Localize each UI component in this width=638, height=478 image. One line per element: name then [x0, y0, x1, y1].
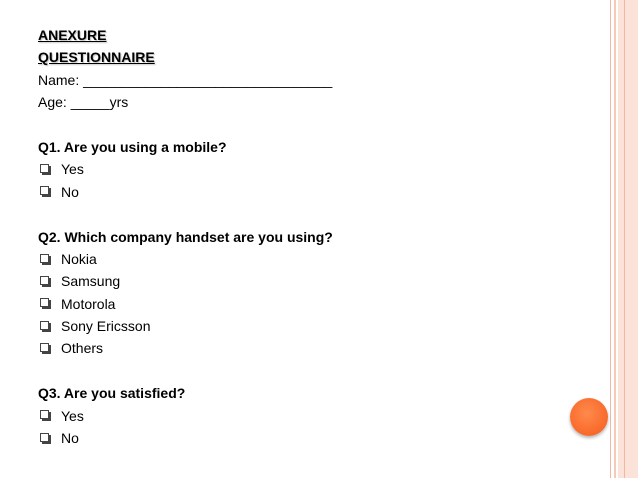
- question-2: Q2. Which company handset are you using?: [38, 228, 333, 245]
- option-label: Sony Ericsson: [61, 318, 151, 335]
- question-3: Q3. Are you satisfied?: [38, 385, 186, 402]
- option-label: No: [61, 183, 79, 200]
- annex-heading: ANEXURE: [38, 27, 107, 43]
- orange-circle-decoration: [570, 398, 608, 436]
- question-1: Q1. Are you using a mobile?: [38, 138, 227, 155]
- decorative-stripe: [624, 0, 625, 478]
- slide-content: [38, 24, 598, 449]
- option-item: [38, 293, 598, 315]
- checkbox-square-icon: [40, 343, 49, 352]
- option-item: [38, 337, 598, 359]
- option-item: [38, 315, 598, 337]
- checkbox-square-icon: [40, 321, 49, 330]
- option-label: Nokia: [61, 250, 97, 267]
- decorative-stripe: [614, 0, 616, 478]
- checkbox-square-icon: [40, 164, 49, 173]
- option-label: No: [61, 430, 79, 447]
- option-label: Others: [61, 340, 104, 357]
- decorative-stripe: [610, 0, 611, 478]
- option-item: [38, 158, 598, 180]
- option-item: [38, 248, 598, 270]
- option-label: Motorola: [61, 295, 116, 312]
- checkbox-square-icon: [40, 298, 49, 307]
- age-line: Age: _____yrs: [38, 94, 129, 111]
- option-item: [38, 405, 598, 427]
- checkbox-square-icon: [40, 254, 49, 263]
- name-line: Name: ________________________________: [38, 71, 333, 88]
- decorative-stripe: [618, 0, 638, 478]
- checkbox-square-icon: [40, 410, 49, 419]
- checkbox-square-icon: [40, 186, 49, 195]
- option-label: Samsung: [61, 273, 121, 290]
- option-label: Yes: [61, 161, 84, 178]
- questionnaire-heading: QUESTIONNAIRE: [38, 49, 155, 66]
- checkbox-square-icon: [40, 433, 49, 442]
- option-item: [38, 427, 598, 449]
- option-label: Yes: [61, 407, 84, 424]
- option-item: [38, 270, 598, 292]
- checkbox-square-icon: [40, 276, 49, 285]
- option-item: [38, 181, 598, 203]
